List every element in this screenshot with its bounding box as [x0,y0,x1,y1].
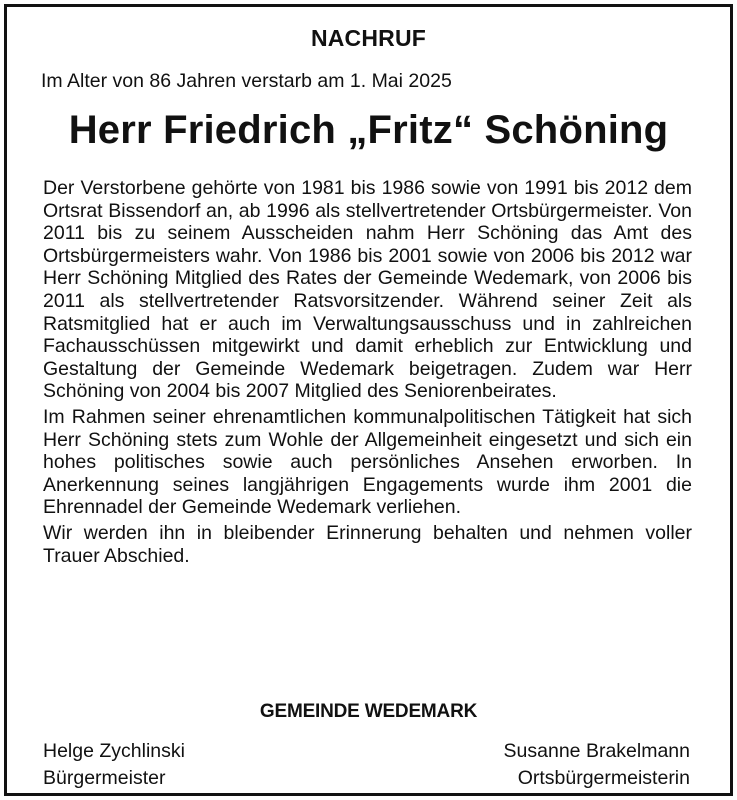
signatory-name: Helge Zychlinski [43,740,185,762]
body-paragraph: Wir werden ihn in bleibender Erinnerung behalten und nehmen voller Trauer Abschied. [43,521,692,567]
notice-body [43,177,692,570]
body-paragraph: Im Rahmen seiner ehrenamtlichen kommunalpolitischen Tätigkeit hat sich Herr Schöning stets zum Wohle der Allgemeinheit eingesetzt und sich ein hohes politisches sowie auch persönliches Ansehen erworben. In Anerkennung seines langjährigen Engagements wurde ihm 2001 die Ehrennadel der Gemeinde Wedemark verliehen. [43,405,692,519]
notice-intro: Im Alter von 86 Jahren verstarb am 1. Mai 2025 [41,70,452,92]
notice-heading: NACHRUF [310,25,427,51]
organization-name: GEMEINDE WEDEMARK [259,701,478,722]
signatory-name: Susanne Brakelmann [503,740,690,762]
signatory-title: Ortsbürgermeisterin [517,767,690,789]
body-paragraph: Der Verstorbene gehörte von 1981 bis 1986 sowie von 1991 bis 2012 dem Ortsrat Bissendorf an, ab 1996 als stellvertretender Ortsbürgermeister. Von 2011 bis zu seinem Ausscheiden nahm Herr Schöning das Amt des Ortsbürgermeisters wahr. Von 1986 bis 2001 sowie von 2006 bis 2012 war Herr Schöning Mitglied des Rates der Gemeinde Wedemark, von 2006 bis 2011 als stellvertretender Ratsvorsitzender. Während seiner Zeit als Ratsmitglied hat er auch im Verwaltungsausschuss und in zahlreichen Fachausschüssen mitgewirkt und damit erheblich zur Entwicklung und Gestaltung der Gemeinde Wedemark beigetragen. Zudem war Herr Schöning von 2004 bis 2007 Mitglied des Seniorenbeirates. [43,177,692,403]
obituary-notice [4,4,733,796]
signature-block-right [504,738,690,792]
signatory-title: Bürgermeister [43,767,166,789]
deceased-name: Herr Friedrich „Fritz“ Schöning [68,108,669,152]
signature-block-left [43,738,185,792]
